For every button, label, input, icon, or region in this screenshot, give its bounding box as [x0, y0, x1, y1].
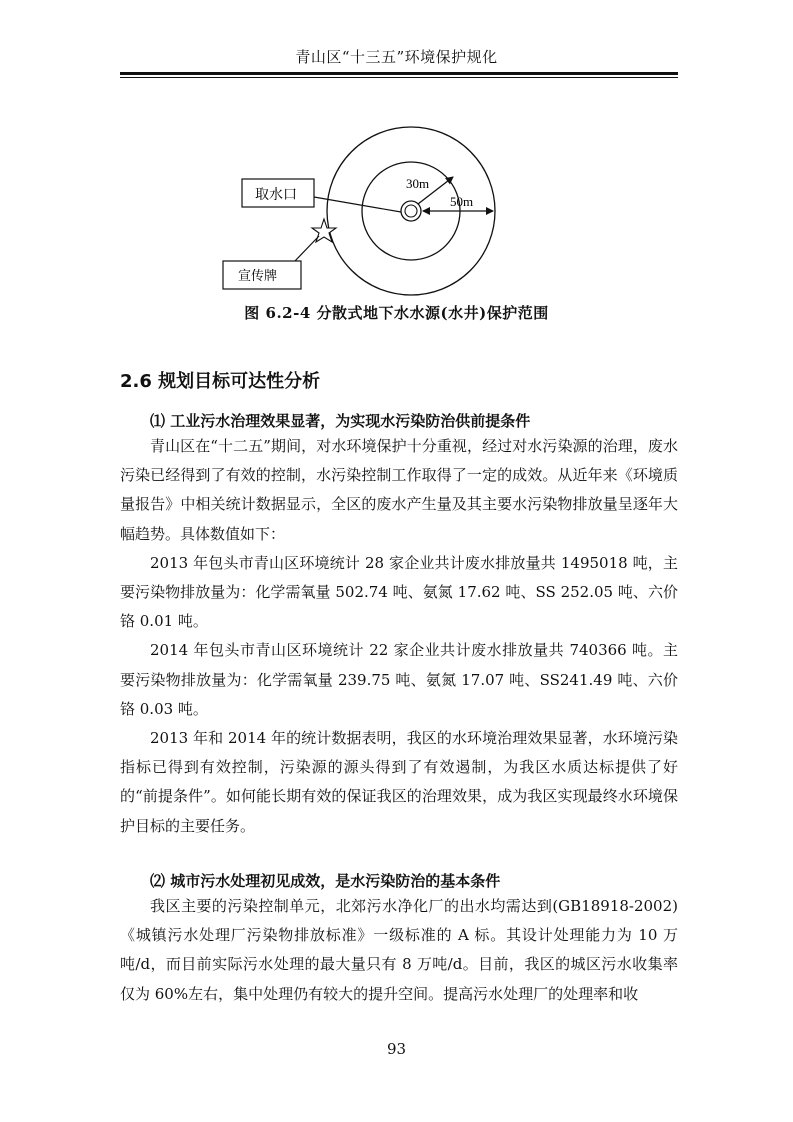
- subheading-2: ⑵ 城市污水处理初见成效，是水污染防治的基本条件: [150, 872, 501, 890]
- paragraph-5: 我区主要的污染控制单元，北郊污水净化厂的出水均需达到(GB18918-2002)《城镇污水处理厂污染物排放标准》一级标准的 A 标。其设计处理能力为 10 万吨/d，而目前实际污水处理的最大量只有 8 万吨/d。目前，我区的城区污水收集率仅为 60%左右，集中处理仍有较大的提升空间。提高污水处理厂的处理率和收: [120, 897, 678, 1003]
- paragraph-2: 2013 年包头市青山区环境统计 28 家企业共计废水排放量共 1495018 吨，主要污染物排放量为：化学需氧量 502.74 吨、氨氮 17.62 吨、SS 252.05 吨、六价铬 0.01 吨。: [120, 553, 678, 631]
- sign-pointer-line: [294, 236, 319, 262]
- protection-range-diagram: [0, 0, 793, 300]
- figure-caption: 图 6.2-4 分散式地下水水源(水井)保护范围: [244, 304, 549, 322]
- body-text-block-1: [120, 432, 678, 841]
- subheading-1: ⑴ 工业污水治理效果显著，为实现水污染防治供前提条件: [150, 412, 531, 430]
- intake-label: 取水口: [255, 187, 297, 203]
- sign-label: 宣传牌: [238, 269, 278, 284]
- sign-star-icon: [312, 219, 336, 242]
- running-header: 青山区“十三五”环境保护规化: [295, 48, 498, 66]
- body-text-block-2: [120, 892, 678, 1009]
- paragraph-4: 2013 年和 2014 年的统计数据表明，我区的水环境治理效果显著，水环境污染指标已得到有效控制，污染源的源头得到了有效遏制，为我区水质达标提供了好的“前提条件”。如何能长期有效的保证我区的治理效果，成为我区实现最终水环境保护目标的主要任务。: [120, 729, 678, 835]
- section-heading: 2.6 规划目标可达性分析: [120, 371, 321, 392]
- paragraph-3: 2014 年包头市青山区环境统计 22 家企业共计废水排放量共 740366 吨。主要污染物排放量为：化学需氧量 239.75 吨、氨氮 17.07 吨、SS241.49 吨、六价铬 0.03 吨。: [120, 641, 678, 718]
- label-30m: 30m: [406, 176, 430, 191]
- paragraph-1: 青山区在“十二五”期间，对水环境保护十分重视，经过对水污染源的治理，废水污染已经得到了有效的控制，水污染控制工作取得了一定的成效。从近年来《环境质量报告》中相关统计数据显示，全区的废水产生量及其主要水污染物排放量呈逐年大幅趋势。具体数值如下：: [120, 437, 678, 543]
- page-number: 93: [386, 1040, 407, 1058]
- well-core-circle: [405, 205, 417, 217]
- label-50m: 50m: [450, 194, 474, 209]
